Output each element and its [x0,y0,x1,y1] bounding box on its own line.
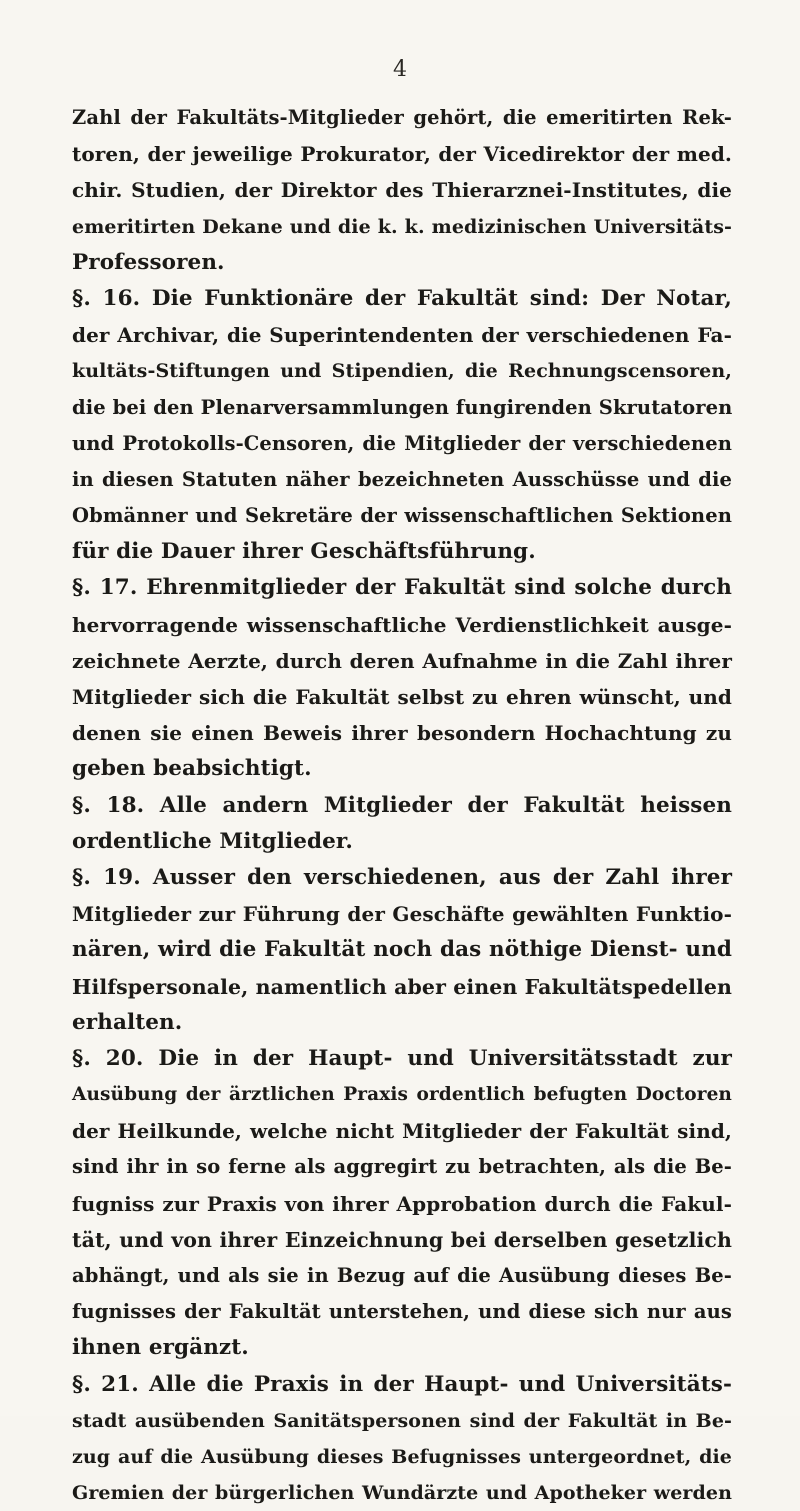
text-line: in diesen Statuten näher bezeichneten Ausschüsse und die [72,467,732,491]
text-line: sind ihr in so ferne als aggregirt zu betrachten, als die Be- [72,1155,732,1179]
text-line: und Protokolls-Censoren, die Mitglieder der verschiedenen [72,431,732,455]
text-line: nären, wird die Fakultät noch das nöthige Dienst- und [72,937,732,963]
text-line: §. 17. Ehrenmitglieder der Fakultät sind solche durch [72,575,732,601]
page-number: 4 [393,57,407,82]
text-line: toren, der jeweilige Prokurator, der Vicedirektor der med. [72,142,732,167]
text-line: fugnisses der Fakultät unterstehen, und diese sich nur aus [72,1300,732,1324]
text-line: kultäts-Stiftungen und Stipendien, die Rechnungscensoren, [72,360,732,383]
text-line: emeritirten Dekane und die k. k. medizinischen Universitäts- [72,215,732,238]
text-line: fugniss zur Praxis von ihrer Approbation durch die Fakul- [72,1191,732,1216]
text-line: Mitglieder sich die Fakultät selbst zu ehren wünscht, und [72,685,732,709]
text-line: tät, und von ihrer Einzeichnung bei derselben gesetzlich [72,1227,732,1252]
text-line: stadt ausübenden Sanitätspersonen sind der Fakultät in Be- [72,1409,732,1432]
text-line: ordentliche Mitglieder. [72,828,353,854]
text-line: Hilfspersonale, namentlich aber einen Fakultätspedellen [72,974,732,999]
text-line: Professoren. [72,249,225,275]
text-line: hervorragende wissenschaftliche Verdienstlichkeit ausge- [72,612,732,637]
text-line: denen sie einen Beweis ihrer besondern Hochachtung zu [72,721,732,746]
text-line: §. 18. Alle andern Mitglieder der Fakultät heissen [72,792,732,818]
text-line: §. 20. Die in der Haupt- und Universitätsstadt zur [72,1045,732,1071]
text-line: Mitglieder zur Führung der Geschäfte gewählten Funktio- [72,902,732,927]
text-line: zeichnete Aerzte, durch deren Aufnahme in die Zahl ihrer [72,648,732,673]
text-line: §. 16. Die Funktionäre der Fakultät sind: Der Notar, [72,285,732,311]
text-line: erhalten. [72,1009,183,1035]
text-line: der Heilkunde, welche nicht Mitglieder der Fakultät sind, [72,1119,732,1144]
text-line: Gremien der bürgerlichen Wundärzte und Apotheker werden [72,1482,732,1505]
text-line: chir. Studien, der Direktor des Thierarznei-Institutes, die [72,178,732,203]
text-line: geben beabsichtigt. [72,756,312,782]
text-line: Zahl der Fakultäts-Mitglieder gehört, die emeritirten Rek- [72,106,732,129]
text-line: Obmänner und Sekretäre der wissenschaftlichen Sektionen [72,504,732,528]
text-line: der Archivar, die Superintendenten der verschiedenen Fa- [72,323,732,348]
text-line: §. 19. Ausser den verschiedenen, aus der Zahl ihrer [72,864,732,890]
text-line: §. 21. Alle die Praxis in der Haupt- und Universitäts- [72,1371,732,1397]
text-line: ihnen ergänzt. [72,1335,249,1361]
text-line: abhängt, und als sie in Bezug auf die Ausübung dieses Be- [72,1264,732,1287]
text-line: die bei den Plenarversammlungen fungirenden Skrutatoren [72,395,733,419]
body-text [72,100,732,1511]
text-line: für die Dauer ihrer Geschäftsführung. [72,539,536,565]
text-line: Ausübung der ärztlichen Praxis ordentlich befugten Doctoren [72,1084,732,1106]
text-line: zug auf die Ausübung dieses Befugnisses untergeordnet, die [72,1445,732,1468]
